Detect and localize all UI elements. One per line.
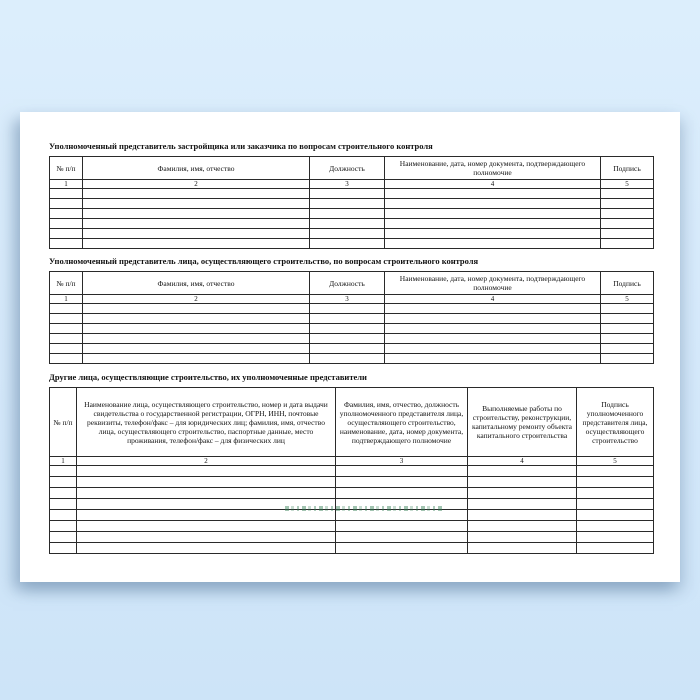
empty-cell: [601, 334, 654, 344]
empty-cell: [468, 543, 577, 554]
empty-cell: [336, 510, 468, 521]
column-header-person-details: Наименование лица, осуществляющего строительство, номер и дата выдачи свидетельства о государственной регистрации, ОГРН, ИНН, почтовые реквизиты, телефон/факс – для юридических лиц; фамилия, имя, отчество лица, осуществляющего строительство, паспортные данные, место проживания, телефон/факс – для физических лиц: [77, 388, 336, 457]
section-title: Уполномоченный представитель застройщика или заказчика по вопросам строительного контроля: [49, 141, 433, 151]
empty-cell: [601, 199, 654, 209]
empty-cell: [50, 229, 83, 239]
table-row: [50, 229, 654, 239]
empty-cell: [336, 532, 468, 543]
empty-cell: [601, 314, 654, 324]
table-row: [50, 521, 654, 532]
empty-cell: [336, 521, 468, 532]
column-number: 5: [577, 457, 654, 466]
empty-cell: [77, 543, 336, 554]
empty-cell: [385, 324, 601, 334]
column-number: 3: [310, 180, 385, 189]
table-row: [50, 324, 654, 334]
header-row: [50, 272, 654, 295]
empty-cell: [310, 239, 385, 249]
empty-cell: [385, 219, 601, 229]
empty-cell: [577, 477, 654, 488]
empty-cell: [50, 219, 83, 229]
empty-cell: [310, 189, 385, 199]
empty-cell: [50, 189, 83, 199]
empty-cell: [50, 488, 77, 499]
table-row: [50, 344, 654, 354]
empty-cell: [50, 466, 77, 477]
column-number-row: [50, 457, 654, 466]
column-header-name: Фамилия, имя, отчество: [83, 157, 310, 180]
column-number: 2: [77, 457, 336, 466]
table-row: [50, 239, 654, 249]
column-number: 1: [50, 295, 83, 304]
empty-cell: [77, 466, 336, 477]
column-number: 1: [50, 180, 83, 189]
table-row: [50, 304, 654, 314]
empty-cell: [577, 488, 654, 499]
empty-cell: [468, 477, 577, 488]
empty-cell: [83, 239, 310, 249]
section-title: Другие лица, осуществляющие строительство, их уполномоченные представители: [49, 372, 367, 382]
table-row: [50, 510, 654, 521]
empty-cell: [601, 344, 654, 354]
empty-cell: [50, 344, 83, 354]
empty-cell: [310, 219, 385, 229]
empty-cell: [336, 499, 468, 510]
empty-cell: [310, 229, 385, 239]
empty-cell: [336, 488, 468, 499]
column-number: 3: [336, 457, 468, 466]
empty-cell: [310, 334, 385, 344]
column-header-representative: Фамилия, имя, отчество, должность уполномоченного представителя лица, осуществляющего строительство, наименование, дата, номер документа, подтверждающего полномочие: [336, 388, 468, 457]
table-row: [50, 466, 654, 477]
empty-cell: [83, 344, 310, 354]
column-number: 2: [83, 180, 310, 189]
empty-cell: [468, 488, 577, 499]
empty-cell: [468, 521, 577, 532]
empty-cell: [577, 543, 654, 554]
table-row: [50, 189, 654, 199]
table-row: [50, 219, 654, 229]
empty-cell: [50, 543, 77, 554]
column-header-number: № п/п: [50, 388, 77, 457]
empty-cell: [385, 314, 601, 324]
empty-cell: [385, 334, 601, 344]
empty-cell: [50, 532, 77, 543]
empty-cell: [50, 304, 83, 314]
empty-cell: [577, 521, 654, 532]
empty-cell: [83, 199, 310, 209]
column-number: 4: [385, 180, 601, 189]
column-number: 3: [310, 295, 385, 304]
empty-cell: [310, 324, 385, 334]
empty-cell: [50, 510, 77, 521]
column-number-row: [50, 295, 654, 304]
empty-cell: [336, 466, 468, 477]
empty-cell: [385, 354, 601, 364]
column-number: 4: [468, 457, 577, 466]
section-builder-representative: [49, 256, 653, 364]
document-sheet: [20, 112, 680, 582]
table-row: [50, 532, 654, 543]
empty-cell: [50, 199, 83, 209]
empty-cell: [83, 229, 310, 239]
header-row: [50, 388, 654, 457]
empty-cell: [83, 189, 310, 199]
empty-cell: [468, 510, 577, 521]
empty-cell: [310, 354, 385, 364]
column-header-number: № п/п: [50, 157, 83, 180]
empty-cell: [50, 334, 83, 344]
column-header-signature: Подпись: [601, 157, 654, 180]
empty-cell: [336, 477, 468, 488]
empty-cell: [385, 229, 601, 239]
column-header-signature: Подпись уполномоченного представителя лица, осуществляющего строительство: [577, 388, 654, 457]
empty-cell: [310, 314, 385, 324]
empty-cell: [50, 499, 77, 510]
column-header-number: № п/п: [50, 272, 83, 295]
empty-cell: [601, 354, 654, 364]
section-other-persons: [49, 372, 653, 554]
empty-cell: [83, 354, 310, 364]
column-header-position: Должность: [310, 272, 385, 295]
column-number: 5: [601, 295, 654, 304]
header-row: [50, 157, 654, 180]
column-number: 2: [83, 295, 310, 304]
column-number: 5: [601, 180, 654, 189]
empty-cell: [385, 209, 601, 219]
empty-cell: [77, 477, 336, 488]
empty-cell: [601, 229, 654, 239]
table-row: [50, 209, 654, 219]
table-row: [50, 499, 654, 510]
empty-cell: [336, 543, 468, 554]
column-header-works: Выполняемые работы по строительству, реконструкции, капитальному ремонту объекта капитального строительства: [468, 388, 577, 457]
empty-cell: [83, 334, 310, 344]
empty-cell: [385, 239, 601, 249]
column-header-signature: Подпись: [601, 272, 654, 295]
empty-cell: [77, 521, 336, 532]
empty-cell: [601, 209, 654, 219]
empty-cell: [385, 199, 601, 209]
empty-cell: [77, 499, 336, 510]
table-row: [50, 543, 654, 554]
empty-cell: [83, 314, 310, 324]
document-content: [49, 141, 653, 554]
empty-cell: [601, 324, 654, 334]
column-header-position: Должность: [310, 157, 385, 180]
empty-cell: [310, 209, 385, 219]
other-persons-table: [49, 387, 654, 554]
empty-cell: [50, 314, 83, 324]
empty-cell: [50, 239, 83, 249]
empty-cell: [577, 510, 654, 521]
empty-cell: [601, 189, 654, 199]
table-row: [50, 334, 654, 344]
empty-cell: [385, 304, 601, 314]
empty-cell: [50, 521, 77, 532]
empty-cell: [385, 344, 601, 354]
empty-cell: [468, 499, 577, 510]
builder-representatives-table: [49, 271, 654, 364]
empty-cell: [77, 488, 336, 499]
empty-cell: [83, 219, 310, 229]
section-developer-representative: [49, 141, 653, 249]
empty-cell: [83, 209, 310, 219]
empty-cell: [385, 189, 601, 199]
empty-cell: [577, 466, 654, 477]
table-row: [50, 354, 654, 364]
empty-cell: [310, 304, 385, 314]
empty-cell: [50, 354, 83, 364]
empty-cell: [310, 344, 385, 354]
developer-representatives-table: [49, 156, 654, 249]
empty-cell: [601, 304, 654, 314]
table-row: [50, 477, 654, 488]
empty-cell: [601, 239, 654, 249]
empty-cell: [77, 532, 336, 543]
empty-cell: [577, 499, 654, 510]
table-row: [50, 199, 654, 209]
column-header-document: Наименование, дата, номер документа, подтверждающего полномочие: [385, 272, 601, 295]
empty-cell: [83, 304, 310, 314]
empty-cell: [310, 199, 385, 209]
empty-cell: [50, 477, 77, 488]
empty-cell: [468, 532, 577, 543]
empty-cell: [50, 324, 83, 334]
empty-cell: [468, 466, 577, 477]
column-header-document: Наименование, дата, номер документа, подтверждающего полномочие: [385, 157, 601, 180]
empty-cell: [577, 532, 654, 543]
empty-cell: [601, 219, 654, 229]
table-row: [50, 488, 654, 499]
table-row: [50, 314, 654, 324]
empty-cell: [83, 324, 310, 334]
column-header-name: Фамилия, имя, отчество: [83, 272, 310, 295]
column-number: 4: [385, 295, 601, 304]
empty-cell: [77, 510, 336, 521]
column-number: 1: [50, 457, 77, 466]
column-number-row: [50, 180, 654, 189]
section-title: Уполномоченный представитель лица, осуществляющего строительство, по вопросам строительного контроля: [49, 256, 479, 266]
empty-cell: [50, 209, 83, 219]
